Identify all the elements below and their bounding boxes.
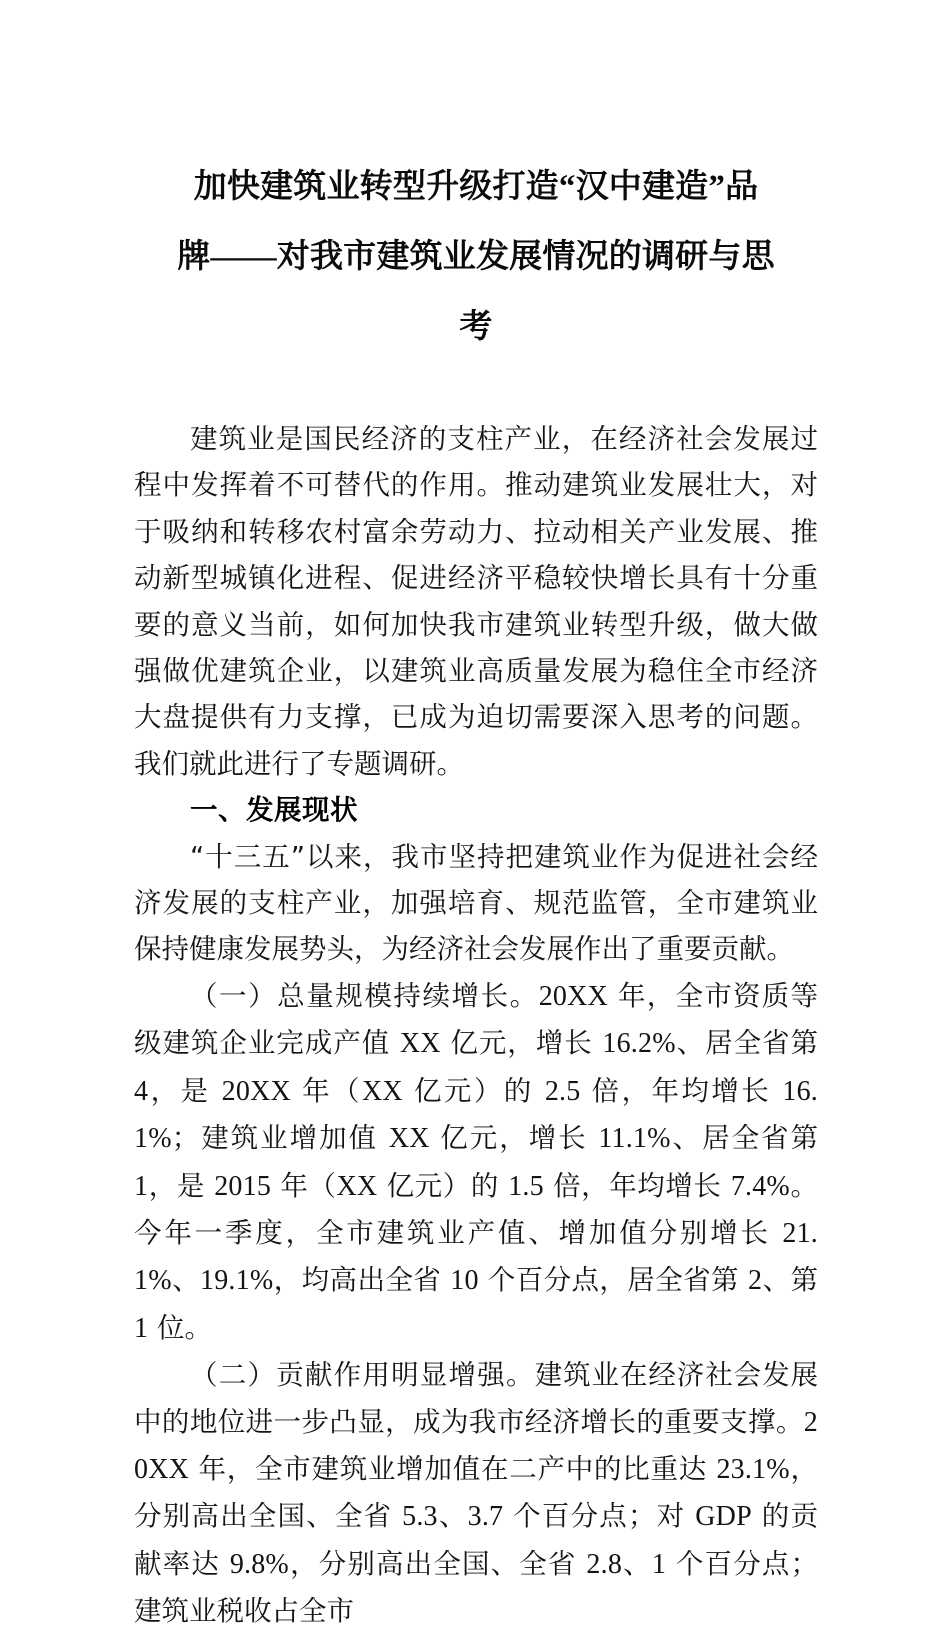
subsection-paragraph-one — [134, 973, 818, 1352]
page-content — [134, 0, 818, 1635]
title-line-1: 加快建筑业转型升级打造“汉中建造”品 — [193, 169, 759, 205]
subsection-one-body: 20XX 年，全市资质等级建筑企业完成产值 XX 亿元，增长 16.2%、居全省第 4，是 20XX 年（XX 亿元）的 2.5 倍，年均增长 16.1%；建筑业增加值 XX 亿元，增长 11.1%、居全省第 1，是 2015 年（XX 亿元）的 1.5 倍，年均增长 7.4%。今年一季度，全市建筑业产值、增加值分别增长 21.1%、19.1%，均高出全省 10 个百分点，居全省第 2、第 1 位。 — [134, 979, 819, 1344]
subsection-two-lead: （二）贡献作用明显增强。 — [190, 1359, 535, 1392]
title-line-3: 考 — [459, 309, 493, 345]
section-intro-paragraph: “十三五”以来，我市坚持把建筑业作为促进社会经济发展的支柱产业，加强培育、规范监管，全市建筑业保持健康发展势头，为经济社会发展作出了重要贡献。 — [134, 840, 818, 966]
lead-paragraph: 建筑业是国民经济的支柱产业，在经济社会发展过程中发挥着不可替代的作用。推动建筑业发展壮大，对于吸纳和转移农村富余劳动力、拉动相关产业发展、推动新型城镇化进程、促进经济平稳较快增长具有十分重要的意义当前，如何加快我市建筑业转型升级，做大做强做优建筑企业，以建筑业高质量发展为稳住全市经济大盘提供有力支撑，已成为迫切需要深入思考的问题。我们就此进行了专题调研。 — [134, 423, 818, 780]
subsection-two-body: 建筑业在经济社会发展中的地位进一步凸显，成为我市经济增长的重要支撑。20XX 年，全市建筑业增加值在二产中的比重达 23.1%，分别高出全国、全省 5.3、3.7 个百分点；对 GDP 的贡献率达 9.8%，分别高出全国、全省 2.8、1 个百分点；建筑业税收占全市 — [134, 1359, 819, 1628]
document-title — [134, 0, 818, 362]
section-heading-development-status: 一、发展现状 — [190, 794, 358, 827]
title-line-2: 牌——对我市建筑业发展情况的调研与思 — [177, 239, 775, 275]
subsection-one-lead: （一）总量规模持续增长。 — [190, 979, 539, 1012]
subsection-paragraph-two — [134, 1352, 818, 1634]
